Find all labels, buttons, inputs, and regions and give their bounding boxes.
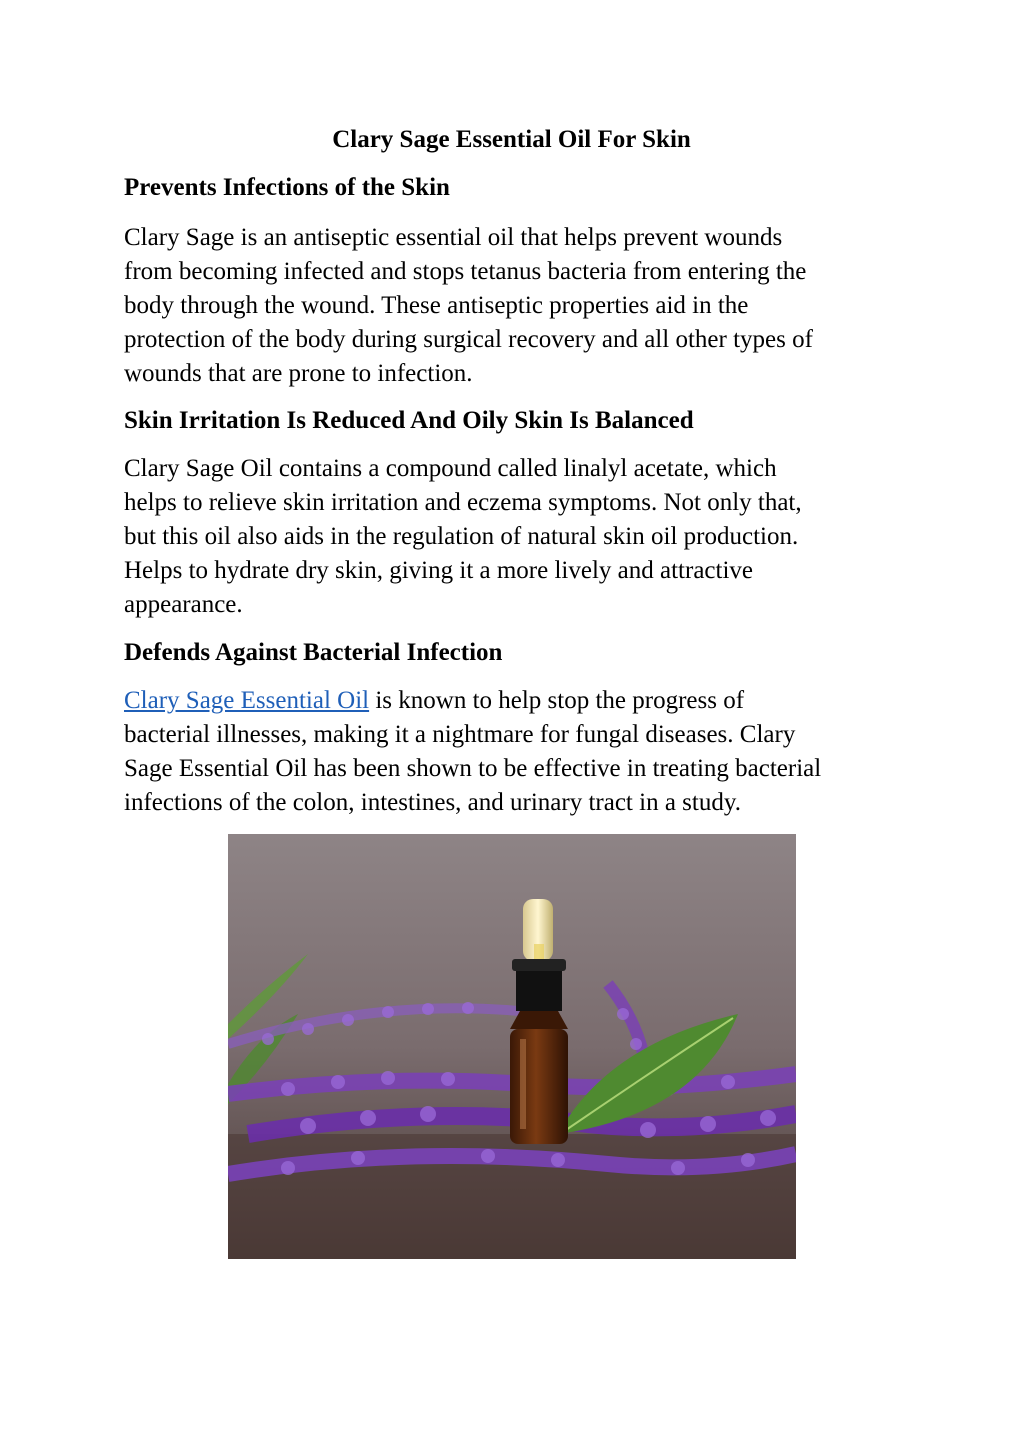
- paragraph-line-with-link: [124, 684, 904, 718]
- paragraph-line: body through the wound. These antiseptic properties aid in the: [124, 292, 749, 319]
- paragraph-line: Sage Essential Oil has been shown to be effective in treating bacterial: [124, 755, 822, 782]
- clary-sage-essential-oil-link[interactable]: Clary Sage Essential Oil: [124, 687, 370, 714]
- paragraph-line: Helps to hydrate dry skin, giving it a more lively and attractive: [124, 557, 754, 584]
- paragraph-line: but this oil also aids in the regulation of natural skin oil production.: [124, 523, 799, 550]
- section-heading-bacterial: Defends Against Bacterial Infection: [124, 639, 503, 666]
- paragraph-line: helps to relieve skin irritation and eczema symptoms. Not only that,: [124, 489, 802, 516]
- paragraph-line: infections of the colon, intestines, and urinary tract in a study.: [124, 789, 741, 816]
- section-paragraph-irritation: [124, 452, 904, 622]
- paragraph-line: protection of the body during surgical recovery and all other types of: [124, 326, 813, 353]
- clary-sage-oil-photo: [228, 834, 796, 1259]
- paragraph-line-rest: is known to help stop the progress of: [369, 687, 745, 714]
- section-paragraph-bacterial: [124, 684, 904, 820]
- section-paragraph-infections: [124, 221, 904, 391]
- section-heading-infections: Prevents Infections of the Skin: [124, 174, 450, 201]
- paragraph-line: from becoming infected and stops tetanus bacteria from entering the: [124, 258, 807, 285]
- page-title: Clary Sage Essential Oil For Skin: [332, 126, 691, 153]
- paragraph-line: Clary Sage Oil contains a compound called linalyl acetate, which: [124, 455, 777, 482]
- paragraph-line: bacterial illnesses, making it a nightmare for fungal diseases. Clary: [124, 721, 796, 748]
- paragraph-line: wounds that are prone to infection.: [124, 360, 473, 387]
- paragraph-line: Clary Sage is an antiseptic essential oil that helps prevent wounds: [124, 224, 783, 251]
- paragraph-line: appearance.: [124, 591, 243, 618]
- section-heading-irritation: Skin Irritation Is Reduced And Oily Skin Is Balanced: [124, 407, 694, 434]
